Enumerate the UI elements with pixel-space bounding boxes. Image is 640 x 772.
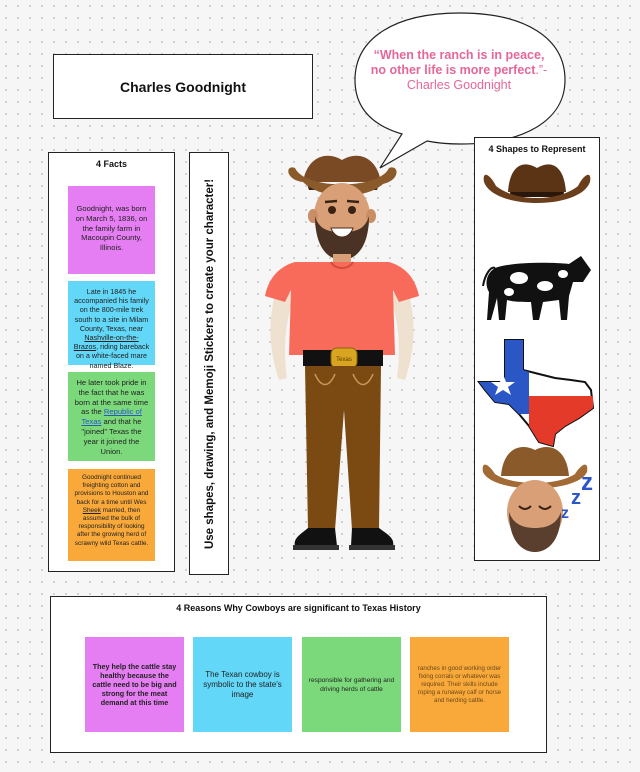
texas-flag-map-icon	[475, 334, 599, 448]
fact-note-2	[68, 281, 155, 370]
instruction-box	[189, 152, 229, 575]
facts-panel	[48, 152, 175, 572]
reason-text-2: The Texan cowboy is symbolic to the state's image	[203, 669, 282, 699]
page-title: Charles Goodnight	[120, 78, 246, 95]
cowboy-hat-icon	[480, 156, 594, 212]
quote-attribution: .”-Charles Goodnight	[406, 63, 548, 92]
svg-text:z: z	[571, 487, 581, 509]
fact-link-nashville[interactable]: Nashville-on-the-Brazos	[73, 333, 139, 352]
reason-text-3: responsible for gathering and driving herds of cattle	[308, 676, 395, 693]
sleeping-cowboy-memoji-icon	[479, 438, 597, 554]
reason-note-1	[85, 637, 184, 732]
fact-link-republic[interactable]: Republic of Texas	[81, 407, 142, 427]
fact-text-1: Goodnight, was born on March 5, 1836, on the family farm in Macoupin County, Illinois.	[75, 204, 148, 253]
reasons-heading: 4 Reasons Why Cowboys are significant to Texas History	[176, 603, 421, 613]
svg-text:z: z	[561, 505, 569, 522]
fact-link-sheek[interactable]: Sheek	[82, 506, 101, 514]
reason-text-1: They help the cattle stay healthy because the cattle need to be big and strong for the meat demand at this time	[92, 662, 177, 707]
fact-text-3a: He later took pride in the fact that he was born at the same time as the	[74, 378, 149, 417]
instruction-text: Use shapes, drawing, and Memoji Stickers to create your character!	[204, 178, 216, 550]
reason-note-2	[193, 637, 292, 732]
fact-note-1	[68, 186, 155, 274]
reasons-panel	[50, 596, 547, 753]
belt-buckle-text: Texas	[336, 357, 352, 363]
title-box	[53, 54, 313, 119]
reason-note-4	[410, 637, 509, 732]
fact-text-2a: Late in 1845 he accompanied his family on the 800-mile trek south to a site in Milam County, Texas, near	[74, 287, 149, 333]
facts-heading: 4 Facts	[95, 159, 128, 169]
fact-note-3	[68, 372, 155, 461]
shapes-heading: 4 Shapes to Represent	[488, 144, 586, 154]
fact-text-2b: , riding bareback on a white-faced mare named Blaze.	[75, 342, 150, 370]
fact-text-3b: and that he "joined" Texas the year it joined the Union.	[81, 417, 142, 456]
reason-text-4: ranches in good working order fixing corrals or whatever was required. Their skills include roping a runaway calf or horse and herding cattle.	[417, 664, 502, 704]
cowboy-memoji-figure	[255, 150, 430, 562]
fact-text-4a: Goodnight continued freighting cotton and provisions to Houston and back for a time until Wes	[74, 474, 149, 506]
reason-note-3	[302, 637, 401, 732]
quote-bold: “When the ranch is in peace, no other life is more perfect	[370, 48, 545, 77]
svg-text:z: z	[581, 469, 593, 496]
quote-text	[368, 48, 550, 93]
cow-icon	[481, 246, 593, 326]
fact-note-4	[68, 469, 155, 561]
shapes-panel	[474, 137, 600, 561]
fact-text-4b: married, then assumed the bulk of responsibility of looking after the growing herd of scrawny wild Texas cattle.	[74, 506, 149, 547]
